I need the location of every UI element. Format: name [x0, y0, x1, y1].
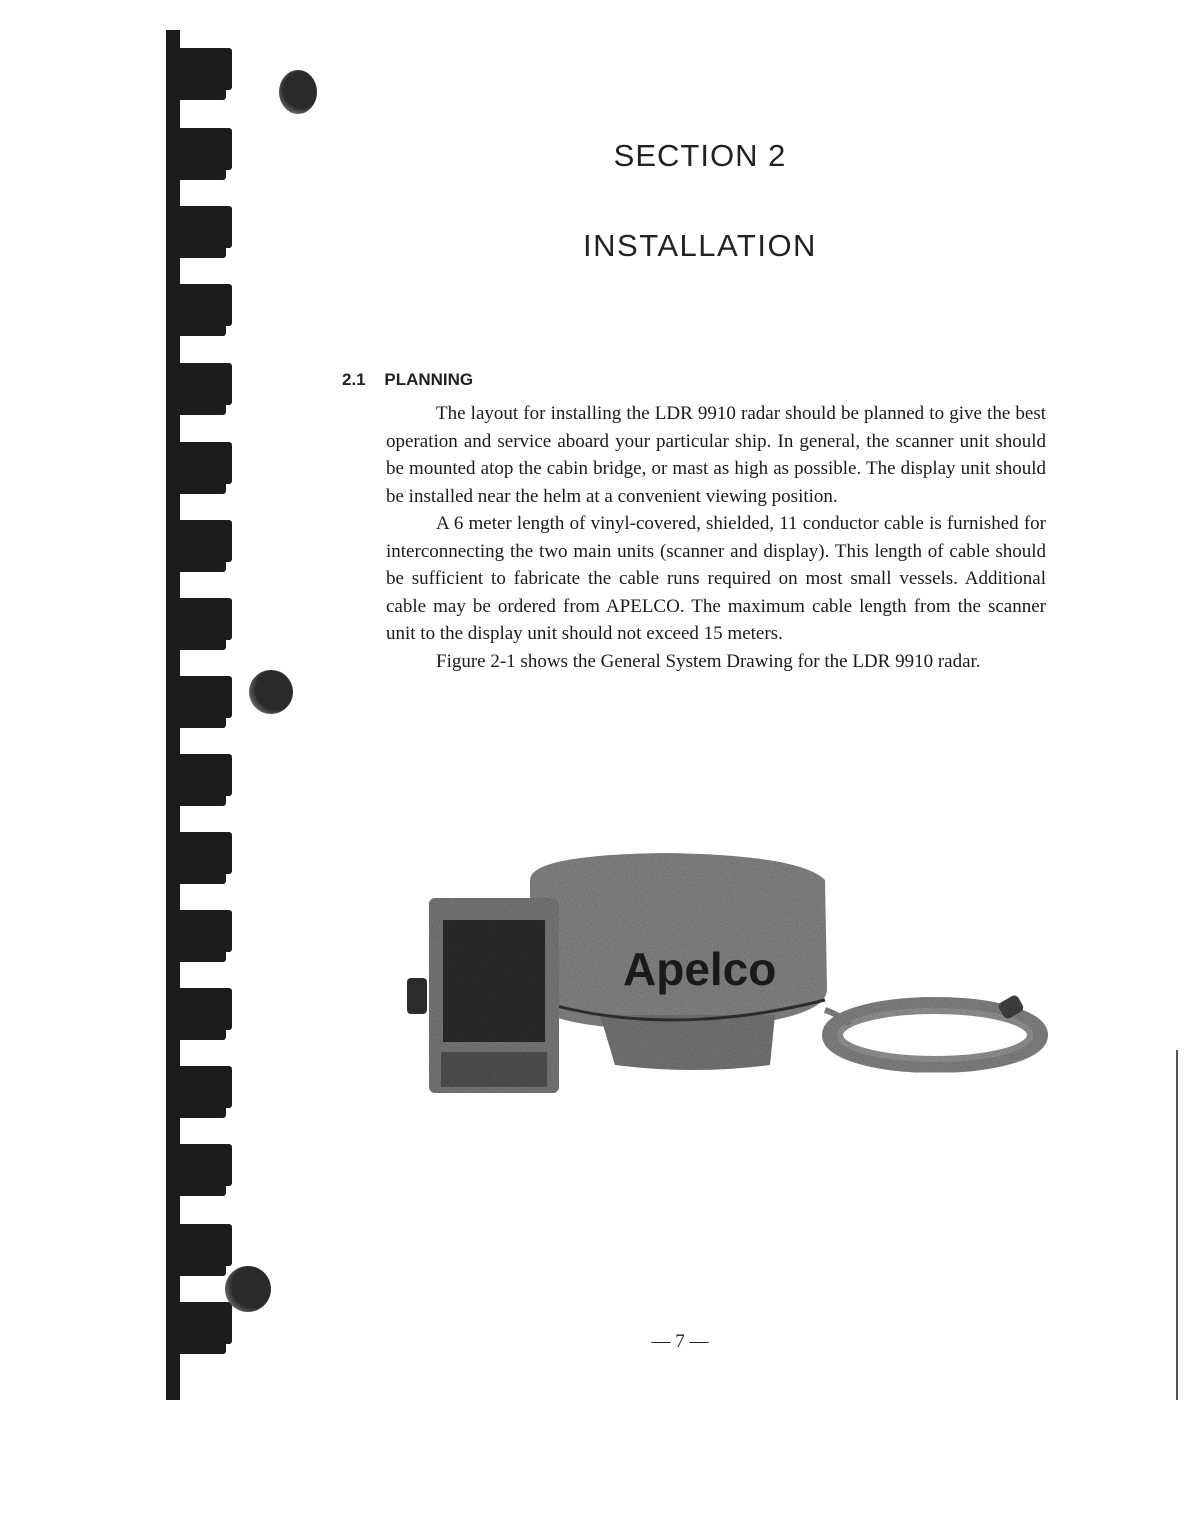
binding-tooth [166, 1302, 232, 1344]
paragraph: A 6 meter length of vinyl-covered, shielded, 11 conductor cable is furnished for interconnecting the two main units (scanner and display). This length of cable should be sufficient to fabricate the cable runs required on most small vessels. Additional cable may be ordered from APELCO. The maximum cable length from the scanner unit to the display unit should not exceed 15 meters. [386, 513, 1046, 644]
binding-tooth [166, 48, 232, 90]
binding-tooth [166, 520, 232, 562]
body-text [386, 400, 1046, 675]
binding-tooth [166, 598, 232, 640]
product-photo [395, 850, 1050, 1100]
binding-tooth [166, 1144, 232, 1186]
binding-tooth [166, 676, 232, 718]
binding-tooth [166, 1224, 232, 1266]
brand-label: Apelco [623, 943, 777, 995]
radar-system-illustration [395, 850, 1050, 1100]
binding-tooth [166, 284, 232, 326]
paragraph: The layout for installing the LDR 9910 radar should be planned to give the best operation and service aboard your particular ship. In general, the scanner unit should be mounted atop the cabin bridge, or mast as high as possible. The display unit should be installed near the helm at a convenient viewing position. [386, 403, 1046, 507]
section-number: SECTION 2 [613, 138, 787, 173]
cable-coil-icon [825, 994, 1040, 1065]
binding-tooth [166, 206, 232, 248]
binding-tooth [166, 988, 232, 1030]
display-unit-icon [407, 898, 559, 1093]
binding-tooth [166, 910, 232, 952]
paragraph: Figure 2-1 shows the General System Drawing for the LDR 9910 radar. [436, 650, 981, 672]
subsection-heading [342, 370, 473, 390]
binding-tooth [166, 363, 232, 405]
comb-binding [166, 30, 236, 1400]
binding-tooth [166, 442, 232, 484]
section-title: INSTALLATION [583, 228, 817, 263]
binding-tooth [166, 1066, 232, 1108]
punch-hole-icon [249, 670, 293, 714]
binding-tooth [166, 832, 232, 874]
subsection-number: 2.1 [342, 370, 366, 389]
subsection-title: PLANNING [384, 370, 474, 389]
binding-tooth [166, 754, 232, 796]
page-number: — 7 — [651, 1331, 709, 1352]
punch-hole-icon [279, 70, 317, 114]
binding-tooth [166, 128, 232, 170]
punch-hole-icon [225, 1266, 271, 1312]
page-edge-line [1176, 1050, 1178, 1400]
